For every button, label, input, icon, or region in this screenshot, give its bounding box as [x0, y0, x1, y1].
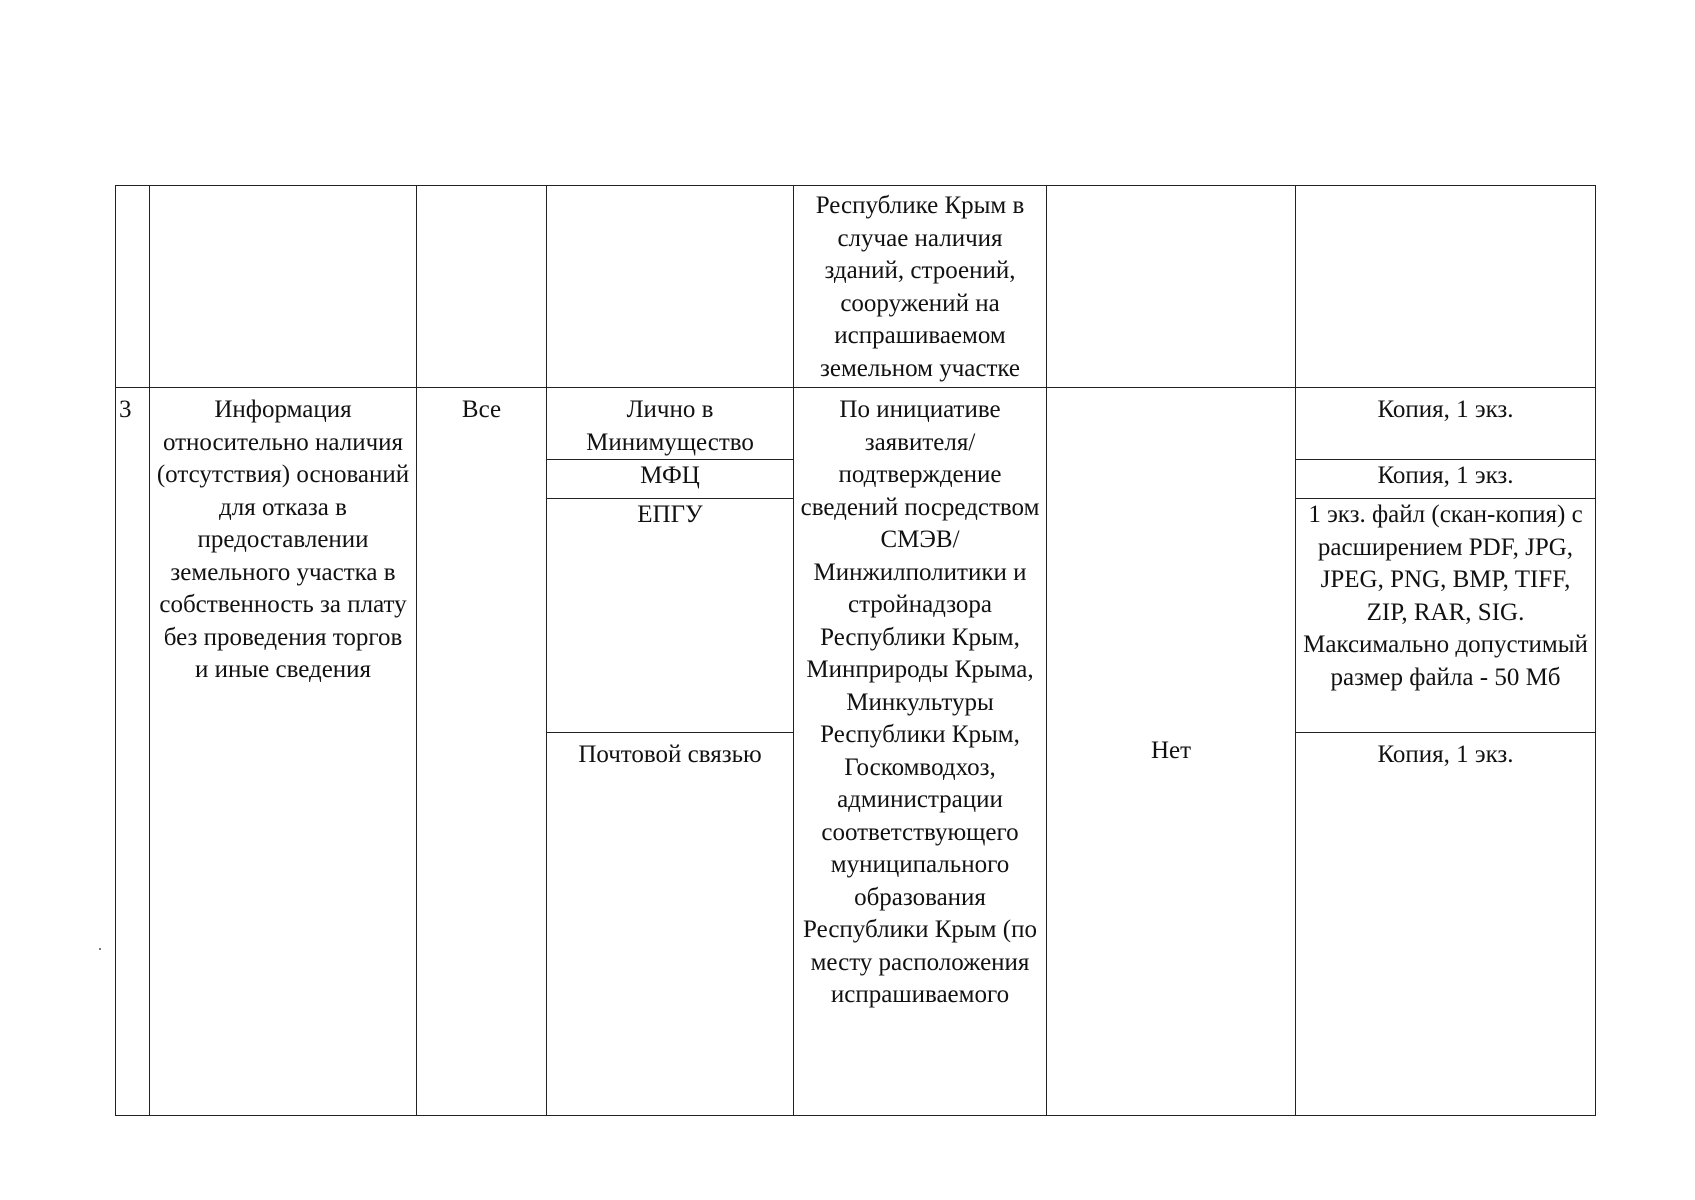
cell-category: Все — [417, 388, 547, 1116]
cell-method-empty — [547, 186, 794, 388]
cell-row-number: 3 — [116, 388, 150, 1116]
cell-source-continuation — [794, 186, 1047, 388]
cell-number-empty — [116, 186, 150, 388]
table-row-continuation — [116, 186, 1596, 388]
cell-form-post: Копия, 1 экз. — [1296, 733, 1596, 1116]
cell-required: Нет — [1047, 388, 1296, 1116]
cell-method-epgu: ЕПГУ — [547, 499, 794, 733]
cell-required-empty — [1047, 186, 1296, 388]
cell-method-post: Почтовой связью — [547, 733, 794, 1116]
table-row — [116, 388, 1596, 460]
cell-form-empty — [1296, 186, 1596, 388]
source-continuation-text: Республике Крым в случае наличия зданий, строений, сооружений на испрашиваемом земельном участке — [815, 192, 1025, 382]
cell-form-epgu: 1 экз. файл (скан-копия) с расширением PDF, JPG, JPEG, PNG, BMP, TIFF, ZIP, RAR, SIG. Максимально допустимый размер файла - 50 Мб — [1296, 499, 1596, 733]
cell-document-name — [150, 388, 417, 1116]
source-text: По инициативе заявителя/ подтверждение сведений посредством СМЭВ/ Минжилполитики и стройнадзора Республики Крым, Минприроды Крыма, Минкультуры Республики Крым, Госкомводхоз, администрации соответствующего муниципального образования Республики Крым (по месту расположения испрашиваемого — [800, 396, 1040, 1008]
cell-method-personal: Лично в Минимущество — [547, 388, 794, 460]
scan-dot — [99, 948, 101, 950]
cell-category-empty — [417, 186, 547, 388]
cell-method-mfc: МФЦ — [547, 460, 794, 499]
cell-form-personal: Копия, 1 экз. — [1296, 388, 1596, 460]
cell-name-empty — [150, 186, 417, 388]
document-name-text: Информация относительно наличия (отсутствия) оснований для отказа в предоставлении земельного участка в собственность за плату без проведения торгов и иные сведения — [156, 396, 410, 683]
document-table — [115, 185, 1596, 1116]
cell-form-mfc: Копия, 1 экз. — [1296, 460, 1596, 499]
cell-source — [794, 388, 1047, 1116]
